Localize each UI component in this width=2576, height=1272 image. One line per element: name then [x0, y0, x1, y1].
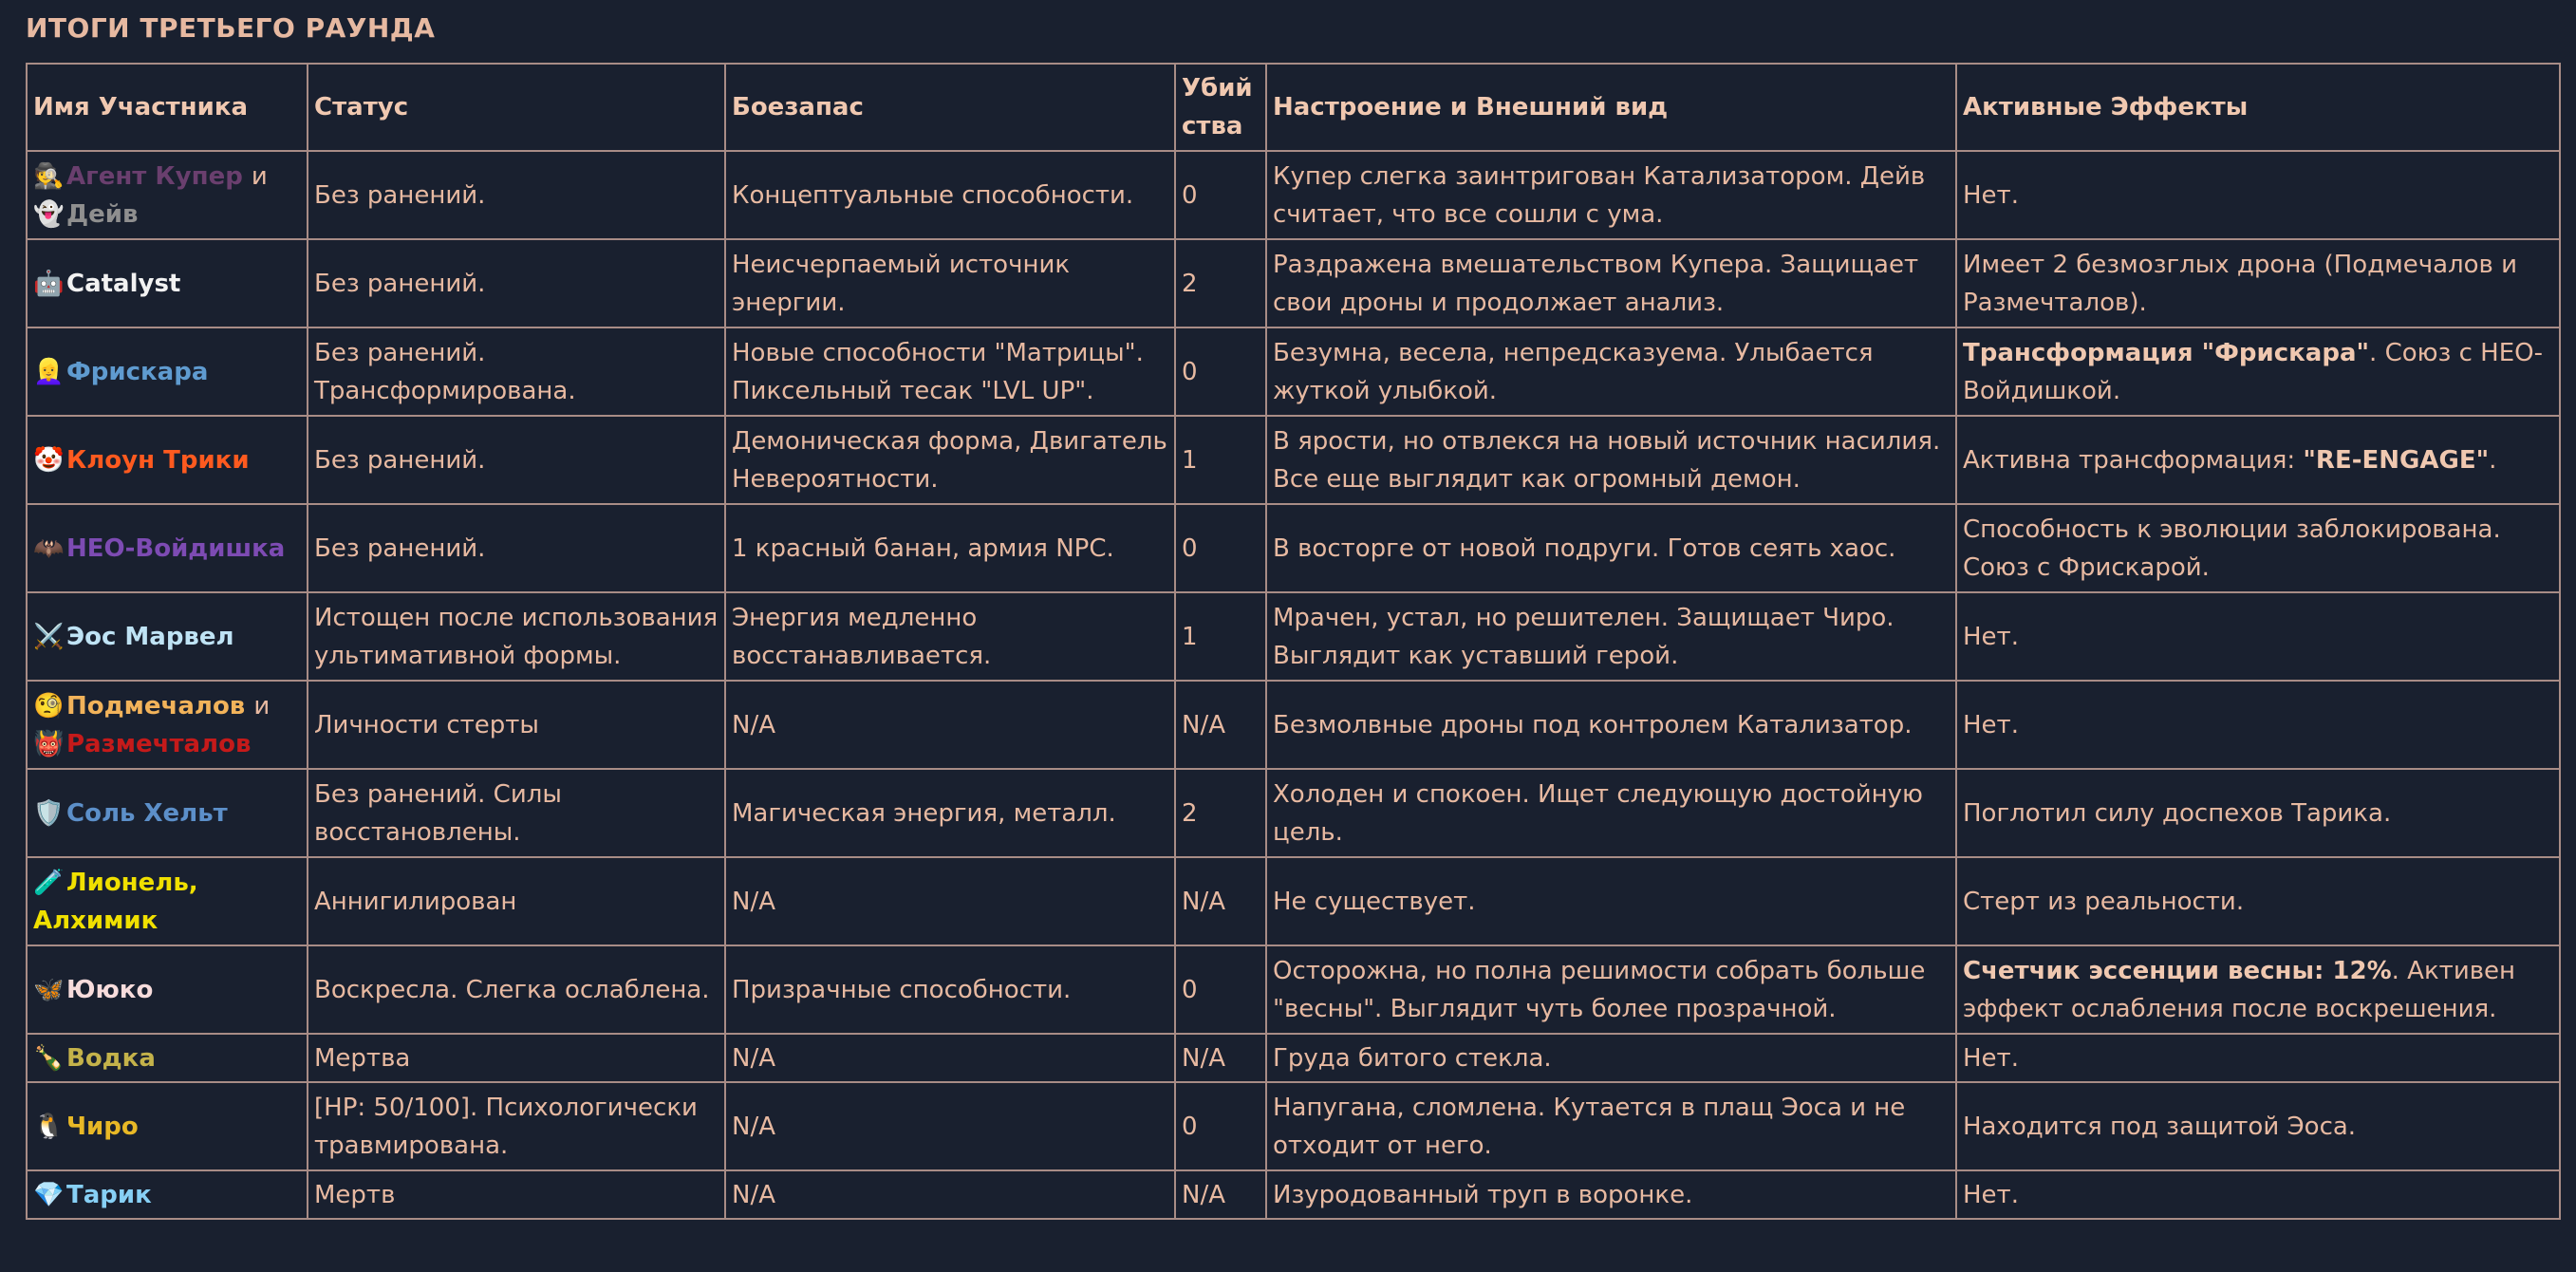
- ammo-cell: Энергия медленно восстанавливается.: [725, 592, 1175, 681]
- table-header-row: [27, 64, 2560, 151]
- header-kills: Убийства: [1175, 64, 1266, 151]
- status-cell: Личности стерты: [308, 681, 725, 769]
- effects-text: Активна трансформация:: [1963, 445, 2304, 475]
- kills-cell: 1: [1175, 592, 1266, 681]
- effects-text: . Союз с НЕО-Войдишкой.: [1963, 338, 2543, 405]
- effects-cell: Поглотил силу доспехов Тарика.: [1956, 769, 2560, 857]
- participant-name: [27, 239, 308, 327]
- participant-name: [27, 1034, 308, 1082]
- participant-name: [27, 327, 308, 416]
- table-row: [27, 945, 2560, 1034]
- test-tube-icon: 🧪: [33, 868, 65, 897]
- participant-name-text: Клоун Трики: [66, 445, 250, 475]
- blond-woman-icon: 👱‍♀️: [33, 357, 65, 386]
- header-name: Имя Участника: [27, 64, 308, 151]
- mood-cell: Мрачен, устал, но решителен. Защищает Чиро. Выглядит как уставший герой.: [1266, 592, 1956, 681]
- table-row: [27, 769, 2560, 857]
- status-cell: Воскресла. Слегка ослаблена.: [308, 945, 725, 1034]
- participant-name-text: Фрискара: [66, 357, 209, 386]
- mood-cell: Безумна, весела, непредсказуема. Улыбается жуткой улыбкой.: [1266, 327, 1956, 416]
- status-cell: Без ранений. Трансформирована.: [308, 327, 725, 416]
- status-cell: Истощен после использования ультимативной формы.: [308, 592, 725, 681]
- effects-highlight: Трансформация "Фрискара": [1963, 338, 2370, 367]
- effects-cell: Нет.: [1956, 151, 2560, 239]
- participant-name: [27, 1082, 308, 1170]
- kills-cell: N/A: [1175, 1034, 1266, 1082]
- detective-icon: 🕵️: [33, 161, 65, 191]
- effects-highlight: Счетчик эссенции весны: 12%: [1963, 956, 2392, 985]
- effects-text: .: [2489, 445, 2497, 475]
- gem-icon: 💎: [33, 1180, 65, 1209]
- mood-cell: Осторожна, но полна решимости собрать больше "весны". Выглядит чуть более прозрачной.: [1266, 945, 1956, 1034]
- mood-cell: Раздражена вмешательством Купера. Защищает свои дроны и продолжает анализ.: [1266, 239, 1956, 327]
- butterfly-icon: 🦋: [33, 975, 65, 1004]
- bat-icon: 🦇: [33, 533, 65, 563]
- kills-cell: 0: [1175, 151, 1266, 239]
- ogre-icon: 👹: [33, 729, 65, 758]
- ammo-cell: Неисчерпаемый источник энергии.: [725, 239, 1175, 327]
- table-row: [27, 416, 2560, 504]
- ammo-cell: N/A: [725, 681, 1175, 769]
- mood-cell: Не существует.: [1266, 857, 1956, 945]
- participant-name: [27, 945, 308, 1034]
- table-row: [27, 327, 2560, 416]
- name-separator: и: [251, 161, 268, 191]
- effects-cell: [1956, 416, 2560, 504]
- participant-name: [27, 857, 308, 945]
- participant-name: [27, 769, 308, 857]
- mood-cell: В ярости, но отвлекся на новый источник насилия. Все еще выглядит как огромный демон.: [1266, 416, 1956, 504]
- effects-cell: Стерт из реальности.: [1956, 857, 2560, 945]
- kills-cell: N/A: [1175, 857, 1266, 945]
- kills-cell: 0: [1175, 504, 1266, 592]
- name-separator: и: [253, 691, 271, 720]
- kills-cell: N/A: [1175, 681, 1266, 769]
- effects-cell: Нет.: [1956, 681, 2560, 769]
- crossed-swords-icon: ⚔️: [33, 622, 65, 651]
- participant-name: [27, 592, 308, 681]
- participant-name-text: Размечталов: [66, 729, 252, 758]
- status-cell: Без ранений.: [308, 239, 725, 327]
- effects-cell: Находится под защитой Эоса.: [1956, 1082, 2560, 1170]
- results-table: [26, 63, 2561, 1220]
- ammo-cell: Концептуальные способности.: [725, 151, 1175, 239]
- ammo-cell: N/A: [725, 857, 1175, 945]
- participant-name-text: Соль Хельт: [66, 798, 228, 828]
- status-cell: Мертва: [308, 1034, 725, 1082]
- participant-name-text: Catalyst: [66, 269, 181, 298]
- table-row: [27, 857, 2560, 945]
- effects-highlight: "RE-ENGAGE": [2303, 445, 2490, 475]
- participant-name: [27, 681, 308, 769]
- participant-name-text: Эос Марвел: [66, 622, 234, 651]
- ammo-cell: Призрачные способности.: [725, 945, 1175, 1034]
- table-row: [27, 151, 2560, 239]
- table-row: [27, 1170, 2560, 1219]
- table-row: [27, 681, 2560, 769]
- participant-name-text: Тарик: [66, 1180, 152, 1209]
- status-cell: Аннигилирован: [308, 857, 725, 945]
- shield-icon: 🛡️: [33, 798, 65, 828]
- monocle-face-icon: 🧐: [33, 691, 65, 720]
- table-row: [27, 1034, 2560, 1082]
- mood-cell: Безмолвные дроны под контролем Катализатор.: [1266, 681, 1956, 769]
- kills-cell: 2: [1175, 769, 1266, 857]
- clown-icon: 🤡: [33, 445, 65, 475]
- mood-cell: Груда битого стекла.: [1266, 1034, 1956, 1082]
- mood-cell: Холоден и спокоен. Ищет следующую достойную цель.: [1266, 769, 1956, 857]
- kills-cell: 0: [1175, 1082, 1266, 1170]
- effects-cell: Нет.: [1956, 1170, 2560, 1219]
- participant-name-text: Подмечалов: [66, 691, 246, 720]
- ghost-icon: 👻: [33, 199, 65, 229]
- mood-cell: В восторге от новой подруги. Готов сеять хаос.: [1266, 504, 1956, 592]
- header-ammo: Боезапас: [725, 64, 1175, 151]
- status-cell: [HP: 50/100]. Психологически травмирована.: [308, 1082, 725, 1170]
- kills-cell: 1: [1175, 416, 1266, 504]
- participant-name: [27, 416, 308, 504]
- effects-cell: [1956, 945, 2560, 1034]
- kills-cell: 0: [1175, 327, 1266, 416]
- effects-cell: Способность к эволюции заблокирована. Союз с Фрискарой.: [1956, 504, 2560, 592]
- status-cell: Без ранений. Силы восстановлены.: [308, 769, 725, 857]
- penguin-icon: 🐧: [33, 1112, 65, 1141]
- table-row: [27, 1082, 2560, 1170]
- mood-cell: Изуродованный труп в воронке.: [1266, 1170, 1956, 1219]
- participant-name-text: Ююко: [66, 975, 154, 1004]
- status-cell: Без ранений.: [308, 151, 725, 239]
- ammo-cell: N/A: [725, 1170, 1175, 1219]
- header-mood: Настроение и Внешний вид: [1266, 64, 1956, 151]
- status-cell: Без ранений.: [308, 416, 725, 504]
- ammo-cell: Магическая энергия, металл.: [725, 769, 1175, 857]
- mood-cell: Купер слегка заинтригован Катализатором. Дейв считает, что все сошли с ума.: [1266, 151, 1956, 239]
- ammo-cell: N/A: [725, 1034, 1175, 1082]
- table-row: [27, 504, 2560, 592]
- participant-name-text: Агент Купер: [66, 161, 243, 191]
- header-effects: Активные Эффекты: [1956, 64, 2560, 151]
- participant-name: [27, 151, 308, 239]
- mood-cell: Напугана, сломлена. Кутается в плащ Эоса и не отходит от него.: [1266, 1082, 1956, 1170]
- status-cell: Мертв: [308, 1170, 725, 1219]
- effects-cell: [1956, 327, 2560, 416]
- ammo-cell: Новые способности "Матрицы". Пиксельный тесак "LVL UP".: [725, 327, 1175, 416]
- status-cell: Без ранений.: [308, 504, 725, 592]
- bottle-icon: 🍾: [33, 1043, 65, 1073]
- kills-cell: N/A: [1175, 1170, 1266, 1219]
- header-status: Статус: [308, 64, 725, 151]
- ammo-cell: N/A: [725, 1082, 1175, 1170]
- kills-cell: 0: [1175, 945, 1266, 1034]
- participant-name: [27, 504, 308, 592]
- table-row: [27, 592, 2560, 681]
- participant-name-text: Водка: [66, 1043, 156, 1073]
- participant-name-text: Чиро: [66, 1112, 139, 1141]
- effects-cell: Нет.: [1956, 1034, 2560, 1082]
- participant-name-text: Лионель, Алхимик: [33, 868, 198, 935]
- participant-name-text: НЕО-Войдишка: [66, 533, 286, 563]
- ammo-cell: Демоническая форма, Двигатель Невероятности.: [725, 416, 1175, 504]
- table-row: [27, 239, 2560, 327]
- page-title: ИТОГИ ТРЕТЬЕГО РАУНДА: [26, 12, 436, 44]
- kills-cell: 2: [1175, 239, 1266, 327]
- effects-cell: Имеет 2 безмозглых дрона (Подмечалов и Размечталов).: [1956, 239, 2560, 327]
- robot-icon: 🤖: [33, 269, 65, 298]
- effects-cell: Нет.: [1956, 592, 2560, 681]
- participant-name: [27, 1170, 308, 1219]
- ammo-cell: 1 красный банан, армия NPC.: [725, 504, 1175, 592]
- participant-name-text: Дейв: [66, 199, 139, 229]
- effects-text: . Активен эффект ослабления после воскрешения.: [1963, 956, 2516, 1023]
